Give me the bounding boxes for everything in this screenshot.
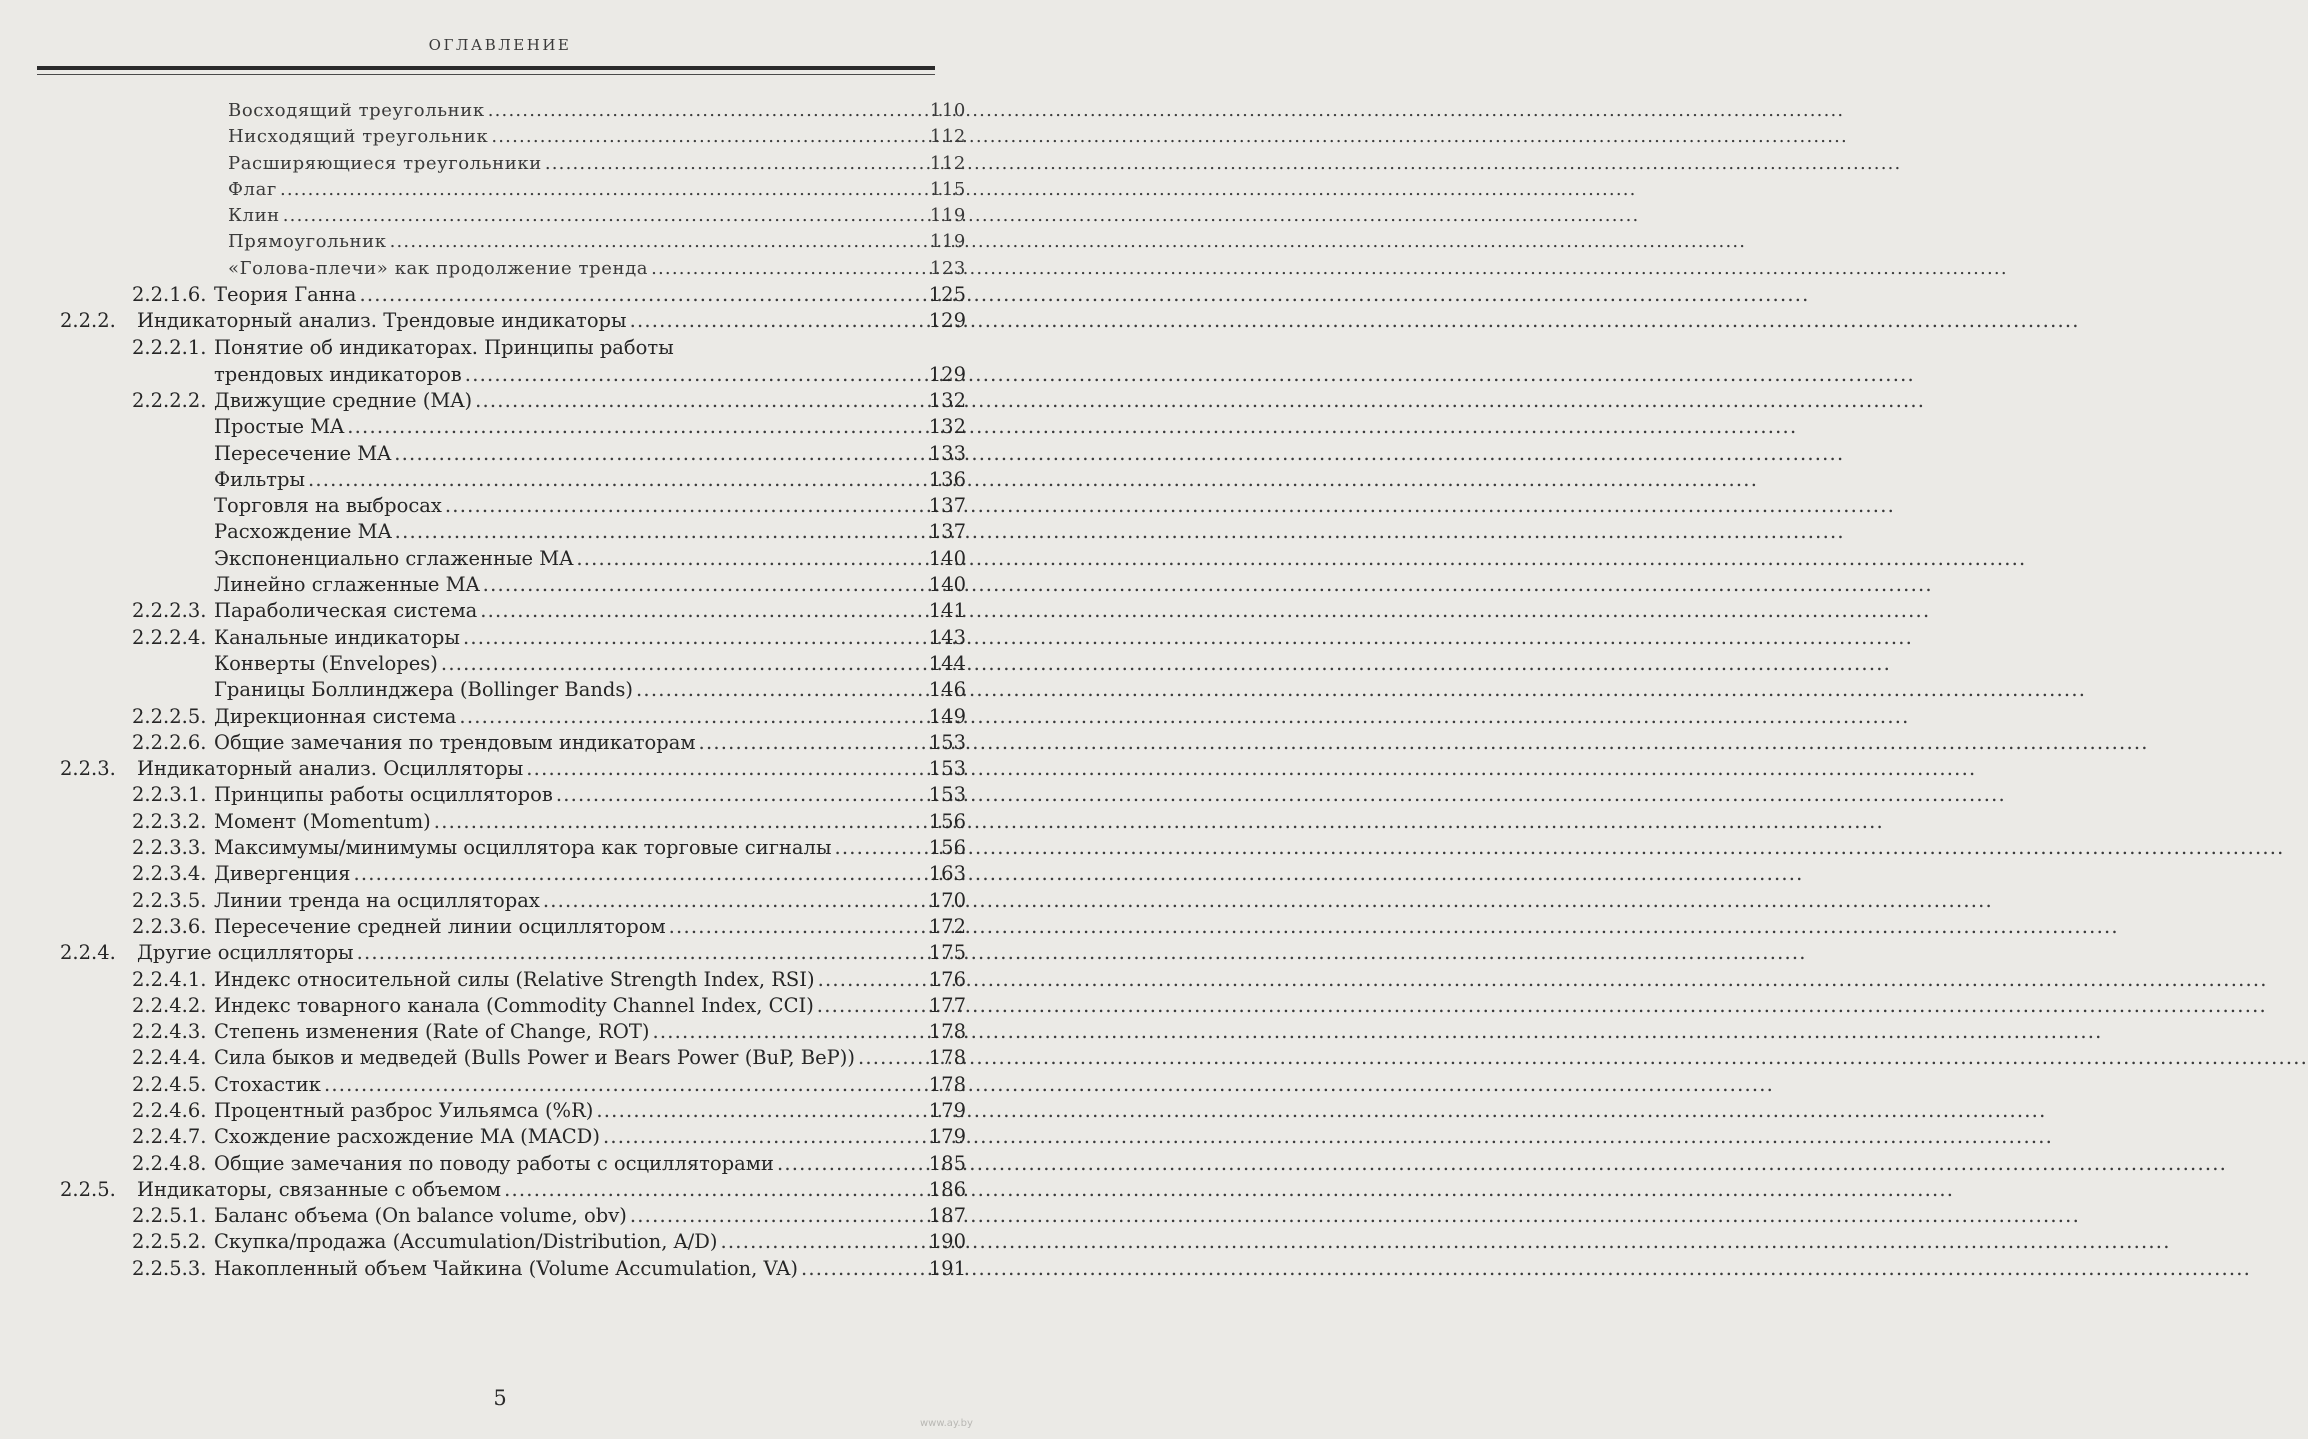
toc-entry bbox=[60, 1256, 966, 1282]
toc-entry-number: 2.2.4.5. bbox=[132, 1072, 207, 1096]
leader-dots bbox=[395, 519, 926, 545]
toc-entry bbox=[60, 782, 966, 808]
leader-dots bbox=[483, 572, 926, 598]
toc-entry-page: 123 bbox=[929, 257, 966, 279]
toc-entry-title: Торговля на выбросах bbox=[214, 494, 442, 518]
leader-dots bbox=[636, 677, 926, 703]
toc-entry-number: 2.2.4.6. bbox=[132, 1098, 207, 1122]
toc-entry-title: Расширяющиеся треугольники bbox=[228, 152, 542, 174]
toc-entry-title: Другие осцилляторы bbox=[137, 941, 354, 965]
leader-dots bbox=[347, 414, 926, 440]
toc-entry-title: Индекс относительной силы (Relative Strength Index, RSI) bbox=[214, 967, 815, 991]
leader-dots bbox=[283, 203, 927, 229]
toc-entry bbox=[60, 1151, 966, 1177]
toc-entry-number: 2.2.3.4. bbox=[132, 862, 207, 886]
toc-entry-title: Накопленный объем Чайкина (Volume Accumulation, VA) bbox=[214, 1256, 798, 1280]
toc-entry-continuation bbox=[60, 361, 966, 388]
toc-entry-page: 191 bbox=[928, 1256, 966, 1280]
toc-entry-page: 136 bbox=[928, 467, 966, 491]
leader-dots bbox=[445, 493, 926, 519]
toc-entry-title: Скупка/продажа (Accumulation/Distribution, A/D) bbox=[214, 1230, 718, 1254]
toc-entry-title: Дивергенция bbox=[214, 862, 351, 886]
toc-entry bbox=[60, 888, 966, 914]
toc-entry-title: Линейно сглаженные MA bbox=[214, 573, 480, 597]
toc-entry bbox=[60, 335, 966, 361]
toc-entry bbox=[60, 388, 966, 414]
toc-entry-title: Понятие об индикаторах. Принципы работы bbox=[214, 335, 674, 359]
toc-entry bbox=[60, 98, 966, 124]
leader-dots bbox=[721, 1229, 926, 1255]
toc-entry-page: 153 bbox=[928, 783, 966, 807]
toc-entry bbox=[60, 493, 966, 519]
toc-entry-number: 2.2.4.4. bbox=[132, 1046, 207, 1070]
toc-entry-title: Простые MA bbox=[214, 415, 345, 439]
toc-entry-page: 176 bbox=[928, 967, 966, 991]
toc-entry bbox=[60, 282, 966, 308]
toc-entry-page: 144 bbox=[928, 651, 966, 675]
running-head: ОГЛАВЛЕНИЕ bbox=[428, 36, 572, 54]
toc-entry-title: Индикаторный анализ. Трендовые индикаторы bbox=[137, 309, 627, 333]
toc-entry-page: 119 bbox=[929, 231, 966, 253]
toc-entry-page: 112 bbox=[929, 126, 966, 148]
leader-dots bbox=[504, 1177, 926, 1203]
toc-entry-title: Расхождение MA bbox=[214, 520, 392, 544]
toc-entry-page: 177 bbox=[928, 993, 966, 1017]
toc-entry-page: 178 bbox=[928, 1020, 966, 1044]
leader-dots bbox=[280, 177, 927, 203]
toc-entry-title: Нисходящий треугольник bbox=[228, 126, 489, 148]
toc-entry-page: 129 bbox=[928, 362, 966, 386]
toc-entry-number: 2.2.2. bbox=[60, 309, 116, 333]
toc-entry bbox=[60, 967, 966, 993]
toc-entry-page: 119 bbox=[929, 205, 966, 227]
toc-entry-number: 2.2.2.4. bbox=[132, 625, 207, 649]
toc-entry-number: 2.2.3. bbox=[60, 757, 116, 781]
toc-section bbox=[60, 1177, 966, 1203]
toc-entry-title: Прямоугольник bbox=[228, 231, 387, 253]
toc-entry-page: 140 bbox=[928, 573, 966, 597]
leader-dots bbox=[359, 282, 925, 308]
leader-dots bbox=[858, 1045, 926, 1071]
toc-entry bbox=[60, 704, 966, 730]
toc-entry bbox=[60, 546, 966, 572]
toc-entry-title: Движущие средние (MA) bbox=[214, 388, 473, 412]
toc-entry bbox=[60, 519, 966, 545]
toc-entry-title: Канальные индикаторы bbox=[214, 625, 460, 649]
toc-entry-title: Схождение расхождение MA (MACD) bbox=[214, 1125, 600, 1149]
leader-dots bbox=[390, 229, 927, 255]
toc-entry-title: Степень изменения (Rate of Change, ROT) bbox=[214, 1020, 650, 1044]
toc-entry-number: 2.2.2.2. bbox=[132, 388, 207, 412]
toc-entry-page: 115 bbox=[929, 178, 966, 200]
toc-entry bbox=[60, 177, 966, 203]
toc-section bbox=[60, 940, 966, 966]
leader-dots bbox=[651, 256, 927, 282]
toc-entry-page: 163 bbox=[928, 862, 966, 886]
toc-section bbox=[60, 308, 966, 334]
toc-entry-title: Пересечение MA bbox=[214, 441, 392, 465]
toc-entry-page: 153 bbox=[928, 730, 966, 754]
toc-entry bbox=[60, 124, 966, 150]
leader-dots bbox=[441, 651, 926, 677]
toc-entry-number: 2.2.3.5. bbox=[132, 888, 207, 912]
toc-entry bbox=[60, 677, 966, 703]
toc-entry-page: 137 bbox=[928, 494, 966, 518]
toc-entry-page: 137 bbox=[928, 520, 966, 544]
toc-entry-title: Пересечение средней линии осциллятором bbox=[214, 914, 666, 938]
toc-entry-title: Флаг bbox=[228, 178, 277, 200]
toc-entry-number: 2.2.5.3. bbox=[132, 1256, 207, 1280]
toc-entry-number: 2.2.3.3. bbox=[132, 836, 207, 860]
leader-dots bbox=[353, 861, 925, 887]
toc-entry-page: 187 bbox=[928, 1204, 966, 1228]
toc-entry bbox=[60, 1229, 966, 1255]
toc-entry-page: 179 bbox=[928, 1098, 966, 1122]
toc-entry-title: Фильтры bbox=[214, 467, 305, 491]
leader-dots bbox=[308, 467, 926, 493]
toc-entry-page: 185 bbox=[928, 1151, 966, 1175]
toc-entry-page: 178 bbox=[928, 1072, 966, 1096]
toc-entry bbox=[60, 441, 966, 467]
toc-entry-number: 2.2.3.6. bbox=[132, 914, 207, 938]
toc-entry-page: 143 bbox=[928, 625, 966, 649]
toc-entry-number: 2.2.3.1. bbox=[132, 783, 207, 807]
toc-entry-title: Линии тренда на осцилляторах bbox=[214, 888, 540, 912]
leader-dots bbox=[545, 151, 927, 177]
toc-entry-title: Клин bbox=[228, 205, 280, 227]
leader-dots bbox=[576, 546, 925, 572]
leader-dots bbox=[801, 1256, 926, 1282]
toc-entry-title: Принципы работы осцилляторов bbox=[214, 783, 553, 807]
toc-entry bbox=[60, 1045, 966, 1071]
leader-dots bbox=[556, 782, 926, 808]
leader-dots bbox=[488, 98, 927, 124]
leader-dots bbox=[475, 388, 926, 414]
toc-entry bbox=[60, 835, 966, 861]
toc-entry-page: 146 bbox=[928, 678, 966, 702]
table-of-contents bbox=[60, 98, 966, 1282]
toc-entry bbox=[60, 572, 966, 598]
toc-entry bbox=[60, 1124, 966, 1150]
toc-entry-number: 2.2.2.5. bbox=[132, 704, 207, 728]
toc-entry-number: 2.2.4. bbox=[60, 941, 116, 965]
leader-dots bbox=[834, 835, 925, 861]
leader-dots bbox=[357, 940, 926, 966]
leader-dots bbox=[324, 1072, 926, 1098]
leader-dots bbox=[652, 1019, 925, 1045]
toc-entry-title: Индикаторы, связанные с объемом bbox=[137, 1177, 502, 1201]
toc-entry bbox=[60, 229, 966, 255]
page-number: 5 bbox=[493, 1386, 507, 1410]
toc-entry bbox=[60, 993, 966, 1019]
leader-dots bbox=[480, 598, 926, 624]
leader-dots bbox=[817, 993, 926, 1019]
toc-entry-title: «Голова-плечи» как продолжение тренда bbox=[228, 257, 649, 279]
toc-entry bbox=[60, 256, 966, 282]
leader-dots bbox=[459, 704, 925, 730]
header-rule-thin bbox=[37, 74, 935, 75]
toc-entry-title: Индикаторный анализ. Осцилляторы bbox=[137, 757, 524, 781]
toc-entry-title: Общие замечания по трендовым индикаторам bbox=[214, 730, 696, 754]
toc-entry-title: Процентный разброс Уильямса (%R) bbox=[214, 1098, 594, 1122]
toc-entry-title: Максимумы/минимумы осциллятора как торговые сигналы bbox=[214, 836, 832, 860]
toc-entry-title: Восходящий треугольник bbox=[228, 100, 485, 121]
toc-entry-page: 110 bbox=[929, 100, 966, 121]
leader-dots bbox=[630, 1203, 926, 1229]
toc-entry-page: 132 bbox=[928, 388, 966, 412]
toc-entry bbox=[60, 203, 966, 229]
toc-entry-title: трендовых индикаторов bbox=[214, 362, 462, 386]
leader-dots bbox=[596, 1098, 925, 1124]
toc-entry-page: 141 bbox=[928, 599, 966, 623]
toc-entry-page: 133 bbox=[928, 441, 966, 465]
toc-entry bbox=[60, 914, 966, 940]
toc-entry-page: 156 bbox=[928, 809, 966, 833]
toc-entry bbox=[60, 1019, 966, 1045]
toc-entry-title: Общие замечания по поводу работы с осцилляторами bbox=[214, 1151, 774, 1175]
leader-dots bbox=[465, 361, 926, 388]
toc-entry-page: 190 bbox=[928, 1230, 966, 1254]
toc-entry-title: Экспоненциально сглаженные MA bbox=[214, 546, 574, 570]
toc-entry-number: 2.2.4.2. bbox=[132, 993, 207, 1017]
toc-entry-title: Индекс товарного канала (Commodity Channel Index, CCI) bbox=[214, 993, 814, 1017]
toc-entry-page: 140 bbox=[928, 546, 966, 570]
toc-entry-number: 2.2.1.6. bbox=[132, 283, 207, 307]
toc-entry-page: 129 bbox=[928, 309, 966, 333]
leader-dots bbox=[630, 308, 926, 334]
toc-entry-number: 2.2.4.7. bbox=[132, 1125, 207, 1149]
leader-dots bbox=[463, 625, 926, 651]
toc-entry bbox=[60, 730, 966, 756]
toc-section bbox=[60, 756, 966, 782]
leader-dots bbox=[543, 888, 926, 914]
toc-entry-number: 2.2.2.1. bbox=[132, 335, 207, 359]
toc-entry-title: Стохастик bbox=[214, 1072, 321, 1096]
toc-entry-number: 2.2.5. bbox=[60, 1177, 116, 1201]
toc-entry-page: 186 bbox=[928, 1177, 966, 1201]
toc-entry-title: Конверты (Envelopes) bbox=[214, 651, 438, 675]
toc-entry-number: 2.2.5.2. bbox=[132, 1230, 207, 1254]
leader-dots bbox=[394, 441, 926, 467]
leader-dots bbox=[491, 124, 927, 150]
header-rule-thick bbox=[37, 66, 935, 70]
leader-dots bbox=[526, 756, 926, 782]
toc-entry bbox=[60, 1203, 966, 1229]
toc-entry bbox=[60, 1098, 966, 1124]
toc-entry bbox=[60, 414, 966, 440]
leader-dots bbox=[603, 1124, 926, 1150]
toc-entry-page: 170 bbox=[928, 888, 966, 912]
toc-entry bbox=[60, 1072, 966, 1098]
toc-entry-title: Момент (Momentum) bbox=[214, 809, 431, 833]
toc-entry-number: 2.2.5.1. bbox=[132, 1204, 207, 1228]
toc-entry-title: Дирекционная система bbox=[214, 704, 457, 728]
toc-entry-title: Границы Боллинджера (Bollinger Bands) bbox=[214, 678, 634, 702]
toc-entry bbox=[60, 651, 966, 677]
toc-entry-page: 175 bbox=[928, 941, 966, 965]
toc-entry bbox=[60, 625, 966, 651]
leader-dots bbox=[434, 809, 926, 835]
toc-entry-title: Баланс объема (On balance volume, obv) bbox=[214, 1204, 627, 1228]
toc-entry bbox=[60, 809, 966, 835]
leader-dots bbox=[777, 1151, 926, 1177]
toc-entry-number: 2.2.4.1. bbox=[132, 967, 207, 991]
toc-entry-number: 2.2.3.2. bbox=[132, 809, 207, 833]
toc-entry-number: 2.2.2.6. bbox=[132, 730, 207, 754]
toc-entry bbox=[60, 598, 966, 624]
toc-entry-page: 149 bbox=[928, 704, 966, 728]
toc-entry-number: 2.2.2.3. bbox=[132, 599, 207, 623]
toc-entry-page: 178 bbox=[928, 1046, 966, 1070]
toc-entry-title: Сила быков и медведей (Bulls Power и Bears Power (BuP, BeP)) bbox=[214, 1046, 855, 1070]
toc-entry bbox=[60, 151, 966, 177]
leader-dots bbox=[818, 967, 926, 993]
toc-entry bbox=[60, 861, 966, 887]
toc-entry-page: 153 bbox=[928, 757, 966, 781]
toc-entry-page: 112 bbox=[929, 152, 966, 174]
toc-entry-title: Параболическая система bbox=[214, 599, 478, 623]
toc-entry-page: 172 bbox=[928, 914, 966, 938]
toc-entry-page: 125 bbox=[928, 283, 966, 307]
toc-entry-page: 156 bbox=[928, 836, 966, 860]
toc-entry-title: Теория Ганна bbox=[214, 283, 357, 307]
watermark: www.ay.by bbox=[920, 1418, 973, 1429]
leader-dots bbox=[669, 914, 926, 940]
toc-entry-number: 2.2.4.8. bbox=[132, 1151, 207, 1175]
toc-entry bbox=[60, 467, 966, 493]
toc-entry-number: 2.2.4.3. bbox=[132, 1020, 207, 1044]
toc-entry-page: 132 bbox=[928, 415, 966, 439]
toc-entry-page: 179 bbox=[928, 1125, 966, 1149]
leader-dots bbox=[699, 730, 926, 756]
